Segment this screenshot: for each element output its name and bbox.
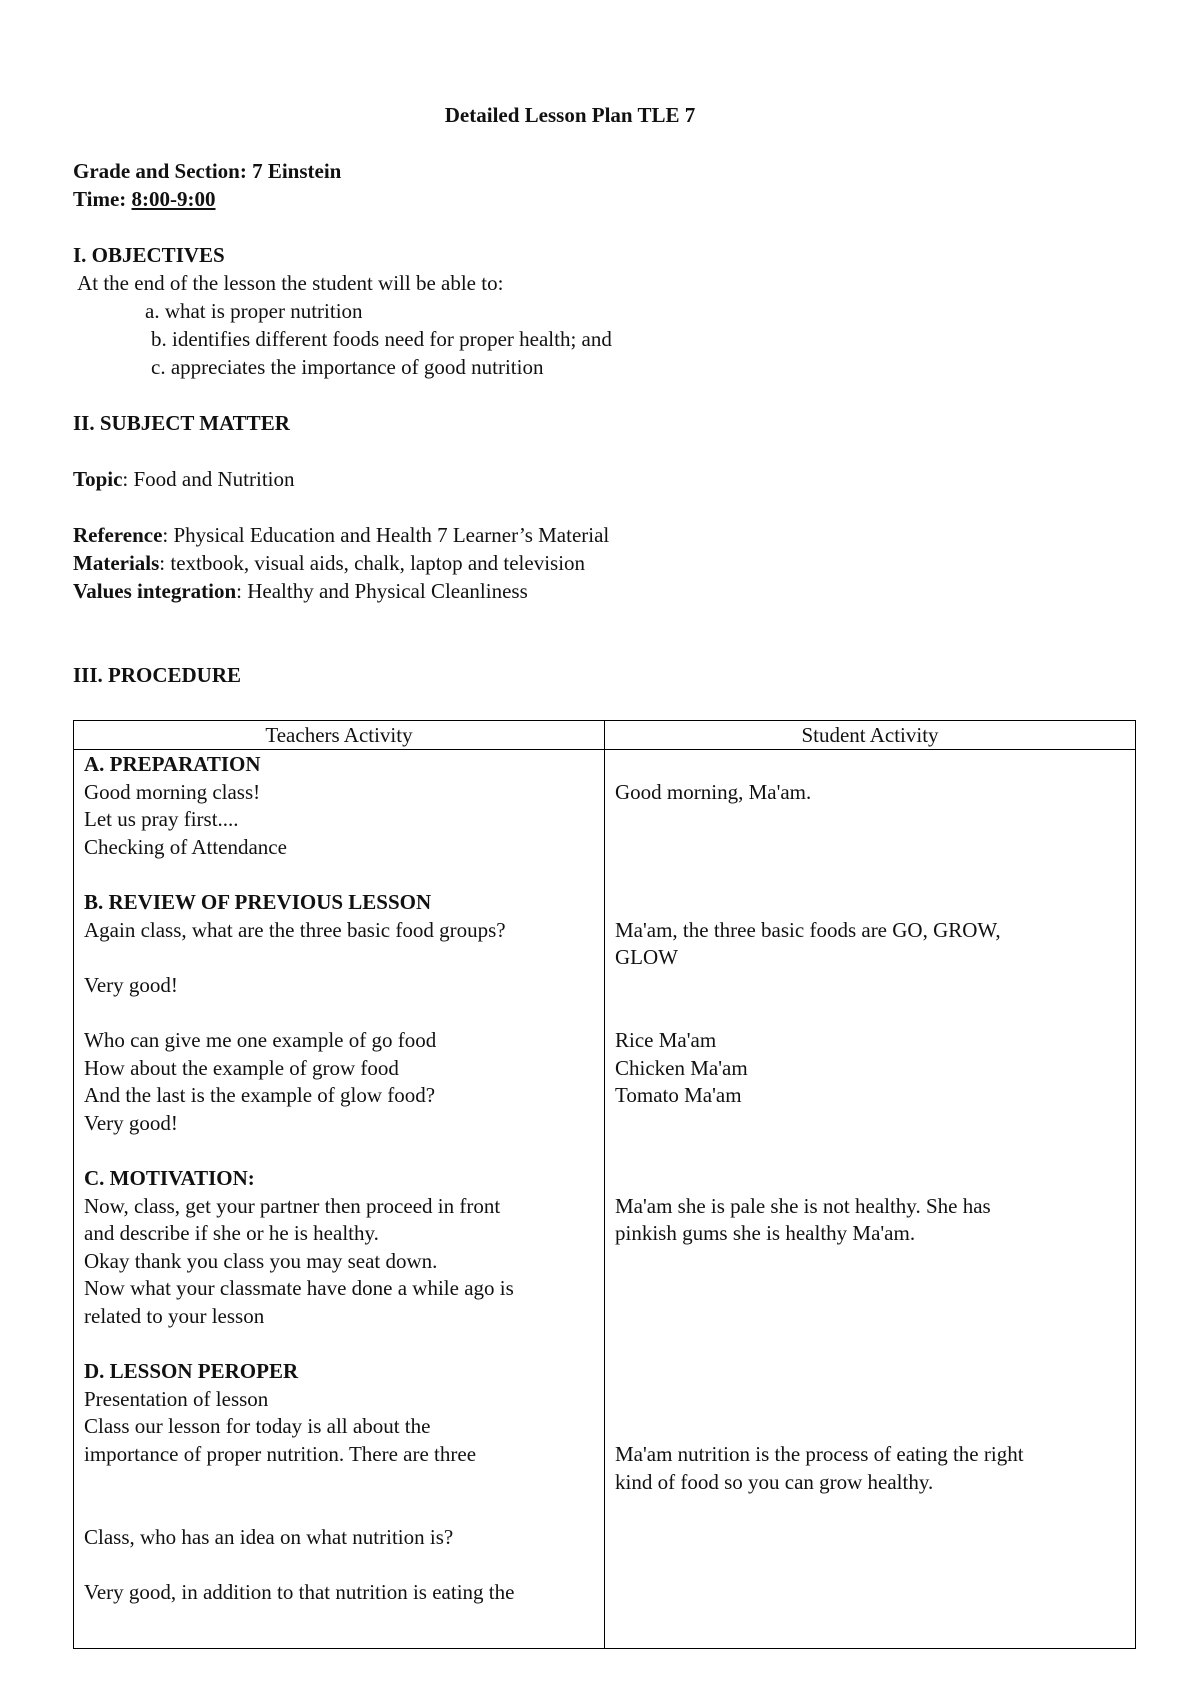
teacher-line-25: importance of proper nutrition. There are three — [84, 1442, 477, 1466]
student-line-1: Good morning, Ma'am. — [615, 779, 812, 804]
objectives-heading: I. OBJECTIVES — [73, 243, 225, 267]
values-label: Values integration — [73, 579, 237, 603]
teacher-line-17: and describe if she or he is healthy. — [84, 1221, 379, 1246]
teacher-line-23: Presentation of lesson — [84, 1386, 269, 1411]
values-value: : Healthy and Physical Cleanliness — [236, 579, 528, 603]
student-line-26: kind of food so you can grow healthy. — [615, 1469, 934, 1494]
table-header-teacher: Teachers Activity — [265, 723, 413, 747]
objectives-intro: At the end of the lesson the student will be able to: — [73, 271, 504, 295]
teacher-line-8: Very good! — [84, 972, 178, 997]
table-header-student: Student Activity — [801, 723, 939, 747]
teacher-line-24: Class our lesson for today is all about the — [84, 1414, 431, 1439]
teacher-line-22: D. LESSON PEROPER — [84, 1359, 299, 1384]
objective-item-a: a. what is proper nutrition — [145, 299, 363, 323]
teacher-line-10: Who can give me one example of go food — [84, 1028, 437, 1052]
topic-label: Topic — [73, 467, 123, 491]
materials-line — [73, 550, 585, 576]
topic-line — [73, 466, 295, 492]
table-column-divider — [604, 721, 605, 1648]
teacher-line-12: And the last is the example of glow food? — [84, 1083, 436, 1108]
procedure-table — [73, 720, 1136, 1649]
reference-line — [73, 522, 609, 548]
teacher-line-13: Very good! — [84, 1110, 178, 1135]
teacher-line-11: How about the example of grow food — [84, 1055, 399, 1080]
materials-value: : textbook, visual aids, chalk, laptop and television — [159, 551, 586, 575]
teacher-line-3: Checking of Attendance — [84, 834, 287, 859]
objective-item-b: b. identifies different foods need for proper health; and — [151, 327, 612, 351]
teacher-line-18: Okay thank you class you may seat down. — [84, 1248, 438, 1273]
teacher-line-28: Class, who has an idea on what nutrition is? — [84, 1524, 454, 1549]
teacher-line-15: C. MOTIVATION: — [84, 1166, 255, 1190]
student-line-10: Rice Ma'am — [615, 1028, 717, 1052]
student-line-17: pinkish gums she is healthy Ma'am. — [615, 1221, 916, 1246]
student-line-12: Tomato Ma'am — [615, 1083, 742, 1108]
teacher-line-30: Very good, in addition to that nutrition is eating the — [84, 1580, 515, 1604]
student-line-11: Chicken Ma'am — [615, 1055, 748, 1080]
document-title: Detailed Lesson Plan TLE 7 — [444, 103, 696, 127]
teacher-line-2: Let us pray first.... — [84, 807, 239, 832]
student-line-6: Ma'am, the three basic foods are GO, GROW, — [615, 917, 1001, 942]
topic-value: : Food and Nutrition — [122, 467, 295, 491]
teacher-line-5: B. REVIEW OF PREVIOUS LESSON — [84, 890, 432, 914]
student-line-16: Ma'am she is pale she is not healthy. She has — [615, 1193, 991, 1218]
procedure-heading: III. PROCEDURE — [73, 663, 242, 687]
time-label: Time: — [73, 187, 132, 211]
grade-section: Grade and Section: 7 Einstein — [73, 159, 342, 183]
objective-item-c: c. appreciates the importance of good nutrition — [151, 355, 544, 379]
student-line-7: GLOW — [615, 945, 678, 970]
time-value: 8:00-9:00 — [131, 187, 216, 211]
teacher-line-1: Good morning class! — [84, 779, 261, 804]
reference-value: : Physical Education and Health 7 Learner’s Material — [162, 523, 610, 547]
materials-label: Materials — [73, 551, 160, 575]
teacher-line-6: Again class, what are the three basic food groups? — [84, 917, 506, 942]
teacher-line-20: related to your lesson — [84, 1304, 265, 1328]
teacher-line-19: Now what your classmate have done a while ago is — [84, 1276, 514, 1301]
teacher-line-0: A. PREPARATION — [84, 752, 261, 776]
subject-matter-heading: II. SUBJECT MATTER — [73, 411, 290, 435]
reference-label: Reference — [73, 523, 163, 547]
teacher-line-16: Now, class, get your partner then proceed in front — [84, 1193, 501, 1218]
table-header-divider — [74, 749, 1135, 750]
time-line — [73, 186, 216, 212]
student-line-25: Ma'am nutrition is the process of eating the right — [615, 1442, 1024, 1466]
values-line — [73, 578, 528, 604]
